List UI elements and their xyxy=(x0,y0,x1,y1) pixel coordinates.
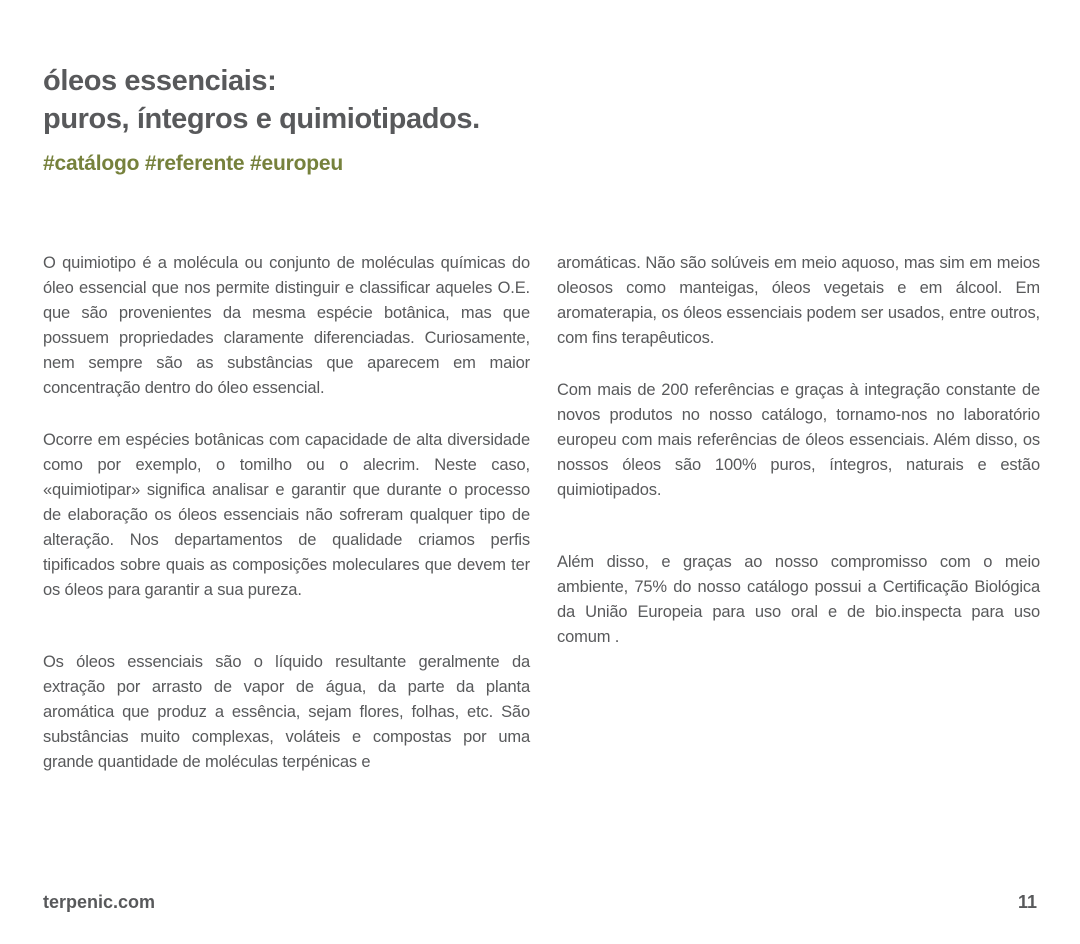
website-text: terpenic.com xyxy=(43,892,156,912)
paragraph-certificacao-biologica: Além disso, e graças ao nosso compromisso com o meio ambiente, 75% do nosso catálogo possui a Certificação Biológica da União Europeia para uso oral e de bio.inspecta para uso comum . xyxy=(557,553,1040,646)
page-title-line-1: óleos essenciais: xyxy=(43,65,277,97)
hashtags-subtitle: #catálogo #referente #europeu xyxy=(43,152,343,175)
text-column-left xyxy=(43,251,530,775)
paragraph-quimiotipo-definition: O quimiotipo é a molécula ou conjunto de moléculas químicas do óleo essencial que nos permite distinguir e classificar aqueles O.E. que são provenientes da mesma espécie botânica, mas que possuem propriedades claramente diferenciadas. Curiosamente, nem sempre são as substâncias que aparecem em maior concentração dentro do óleo essencial. xyxy=(43,254,530,397)
paragraph-200-referencias: Com mais de 200 referências e graças à integração constante de novos produtos no nosso catálogo, tornamo-nos no laboratório europeu com mais referências de óleos essenciais. Além disso, os nossos óleos são 100% puros, íntegros, naturais e estão quimiotipados. xyxy=(557,381,1040,499)
paragraph-quimiotipar-process: Ocorre em espécies botânicas com capacidade de alta diversidade como por exemplo, o tomilho ou o alecrim. Neste caso, «quimiotipar» significa analisar e garantir que durante o processo de elaboração os óleos essenciais não sofreram qualquer tipo de alteração. Nos departamentos de qualidade criamos perfis tipificados sobre quais as composições moleculares que devem ter os óleos para garantir a sua pureza. xyxy=(43,431,530,599)
page-title-line-2: puros, íntegros e quimiotipados. xyxy=(43,103,480,135)
paragraph-oleos-essenciais-liquido: Os óleos essenciais são o líquido resultante geralmente da extração por arrasto de vapor de água, da parte da planta aromática que produz a essência, sejam flores, folhas, etc. São substâncias muito complexas, voláteis e compostas por uma grande quantidade de moléculas terpénicas e xyxy=(43,653,530,771)
page-number: 11 xyxy=(1017,892,1037,912)
text-column-right xyxy=(557,251,1040,650)
paragraph-aromaticas-solubilidade: aromáticas. Não são solúveis em meio aquoso, mas sim em meios oleosos como manteigas, óleos vegetais e em álcool. Em aromaterapia, os óleos essenciais podem ser usados, entre outros, com fins terapêuticos. xyxy=(557,254,1040,347)
page-title xyxy=(43,62,480,138)
